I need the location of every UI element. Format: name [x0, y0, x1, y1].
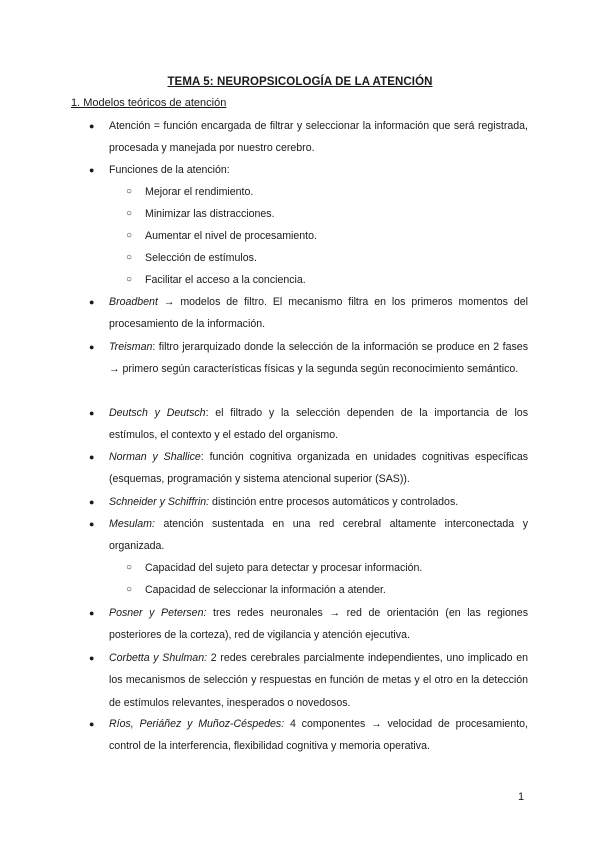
item-author: Schneider y Schiffrin:	[109, 496, 210, 508]
list-item	[109, 647, 528, 714]
subbullet-icon: ○	[126, 208, 133, 219]
item-text: : el filtrado y la selección dependen de la importancia de los estímulos, el contexto y el estado del organismo.	[109, 407, 528, 442]
list-item	[109, 159, 528, 181]
subbullet-icon: ○	[126, 186, 133, 197]
section-heading: 1. Modelos teóricos de atención	[71, 97, 227, 109]
subbullet-icon: ○	[126, 584, 133, 595]
item-text: : filtro jerarquizado donde la selección de la información se produce en 2 fases → primero según características físicas y la segunda según reconocimiento semántico.	[109, 341, 528, 376]
bullet-icon: ●	[89, 519, 95, 529]
subbullet-icon: ○	[126, 252, 133, 263]
list-item	[109, 402, 528, 447]
subbullet-icon: ○	[126, 562, 133, 573]
list-item	[109, 491, 528, 513]
bullet-icon: ●	[89, 342, 95, 352]
subbullet-icon: ○	[126, 274, 133, 285]
list-item	[109, 602, 528, 647]
bullet-icon: ●	[89, 121, 95, 131]
sub-list-item: Mejorar el rendimiento.	[145, 186, 254, 198]
sub-list-item: Facilitar el acceso a la conciencia.	[145, 274, 306, 286]
bullet-icon: ●	[89, 297, 95, 307]
item-author: Ríos, Periáñez y Muñoz-Céspedes:	[109, 718, 285, 730]
item-text: atención sustentada en una red cerebral altamente interconectada y organizada.	[109, 518, 528, 553]
item-author: Posner y Petersen:	[109, 607, 207, 619]
sub-list-item: Minimizar las distracciones.	[145, 208, 275, 220]
sub-list-item: Capacidad de seleccionar la información a atender.	[145, 584, 386, 596]
bullet-icon: ●	[89, 408, 95, 418]
sub-list-item: Capacidad del sujeto para detectar y procesar información.	[145, 562, 423, 574]
item-text: → modelos de filtro. El mecanismo filtra en los primeros momentos del procesamiento de la información.	[109, 296, 528, 331]
item-text: : función cognitiva organizada en unidades cognitivas específicas (esquemas, programación y sistema atencional superior (SAS)).	[109, 451, 529, 486]
subbullet-icon: ○	[126, 230, 133, 241]
list-item	[109, 446, 528, 491]
item-author: Mesulam:	[109, 518, 155, 530]
bullet-icon: ●	[89, 719, 95, 729]
sub-list-item: Selección de estímulos.	[145, 252, 257, 264]
page-number: 1	[518, 791, 525, 803]
list-item	[109, 115, 528, 160]
bullet-icon: ●	[89, 452, 95, 462]
item-text: 2 redes cerebrales parcialmente independientes, uno implicado en los mecanismos de selección y respuestas en función de metas y el otro en la detección de estímulos relevantes, inesperados o novedosos.	[109, 652, 528, 709]
list-item	[109, 291, 528, 336]
page-title: TEMA 5: NEUROPSICOLOGÍA DE LA ATENCIÓN	[167, 76, 433, 88]
item-text: 4 componentes → velocidad de procesamiento, control de la interferencia, flexibilidad cognitiva y memoria operativa.	[109, 718, 528, 753]
item-text: distinción entre procesos automáticos y controlados.	[209, 496, 459, 508]
item-author: Treisman	[109, 341, 153, 353]
item-text: tres redes neuronales → red de orientación (en las regiones posteriores de la corteza), red de vigilancia y atención ejecutiva.	[109, 607, 528, 642]
list-item	[109, 336, 528, 381]
bullet-icon: ●	[89, 653, 95, 663]
bullet-icon: ●	[89, 165, 95, 175]
bullet-icon: ●	[89, 608, 95, 618]
list-item	[109, 713, 528, 758]
list-item	[109, 513, 528, 558]
item-text: Funciones de la atención:	[109, 164, 230, 176]
item-author: Norman y Shallice	[109, 451, 201, 463]
item-author: Deutsch y Deutsch	[109, 407, 206, 419]
item-author: Corbetta y Shulman:	[109, 652, 208, 664]
sub-list-item: Aumentar el nivel de procesamiento.	[145, 230, 317, 242]
item-author: Broadbent	[109, 296, 158, 308]
bullet-icon: ●	[89, 497, 95, 507]
item-text: Atención = función encargada de filtrar y seleccionar la información que será registrada, procesada y manejada por nuestro cerebro.	[109, 120, 528, 155]
